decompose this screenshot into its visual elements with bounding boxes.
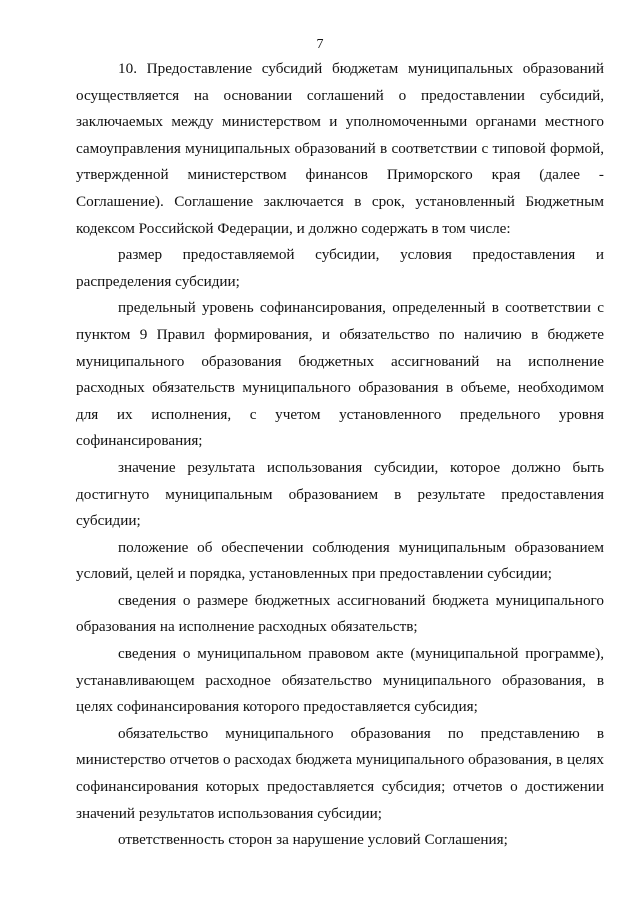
paragraph-responsibility: ответственность сторон за нарушение условий Соглашения; bbox=[118, 831, 508, 849]
paragraph-result-value: значение результата использования субсидии, которое должно быть достигнуто муниципальным образованием в результате предоставления субсидии; bbox=[76, 458, 604, 530]
paragraph-compliance: положение об обеспечении соблюдения муниципальным образованием условий, целей и порядка, установленных при предоставлении субсидии; bbox=[76, 538, 604, 583]
paragraph-subsidy-agreement: 10. Предоставление субсидий бюджетам муниципальных образований осуществляется на основании соглашений о предоставлении субсидий, заключаемых между министерством и уполномоченными органами местного самоуправления муниципальных образований в соответствии с типовой формой, утвержденной министерством финансов Приморского края (далее - Соглашение). Соглашение заключается в срок, установленный Бюджетным кодексом Российской Федерации, и должно содержать в том числе: bbox=[76, 60, 604, 237]
paragraph-subsidy-size: размер предоставляемой субсидии, условия предоставления и распределения субсидии; bbox=[76, 246, 604, 290]
paragraph-budget-allocations: сведения о размере бюджетных ассигнований бюджета муниципального образования на исполнение расходных обязательств; bbox=[76, 591, 604, 636]
document-body bbox=[76, 56, 604, 854]
paragraph-reporting-obligation: обязательство муниципального образования по представлению в министерство отчетов о расходах бюджета муниципального образования, в целях софинансирования которых предоставляется субсидия; отчетов о достижении значений результатов использования субсидии; bbox=[76, 724, 604, 822]
paragraph-legal-act: сведения о муниципальном правовом акте (муниципальной программе), устанавливающем расходное обязательство муниципального образования, в целях софинансирования которого предоставляется субсидия; bbox=[76, 645, 604, 716]
paragraph-cofinancing-level: предельный уровень софинансирования, определенный в соответствии с пунктом 9 Правил формирования, и обязательство по наличию в бюджете муниципального образования бюджетных ассигнований на исполнение расходных обязательств муниципального образования в объеме, необходимом для их исполнения, с учетом установленного предельного уровня софинансирования; bbox=[76, 299, 604, 450]
page-number: 7 bbox=[316, 37, 324, 52]
